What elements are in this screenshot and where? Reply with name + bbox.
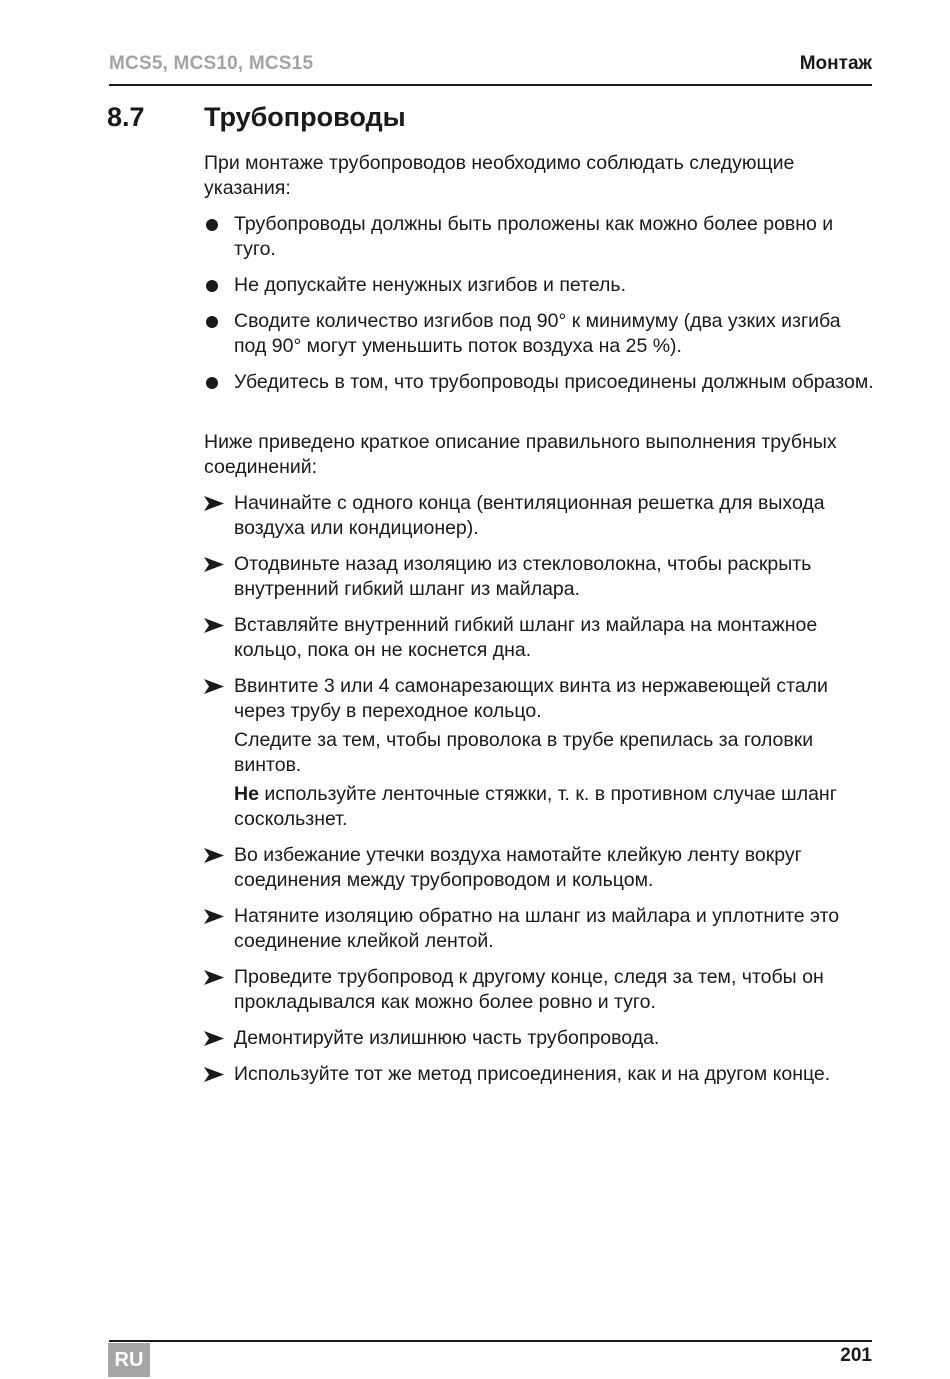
step-warning-note [204, 782, 874, 832]
step-text: Начинайте с одного конца (вентиляционная решетка для выхода воздуха или кондиционер). [234, 492, 825, 539]
step-text: Демонтируйте излишнюю часть трубопровода. [234, 1027, 660, 1049]
warning-emphasis: Не [234, 783, 259, 805]
step-text: Ввинтите 3 или 4 самонарезающих винта из нержавеющей стали через трубу в переходное кольцо. [234, 675, 828, 722]
header-chapter-title: Монтаж [799, 53, 872, 74]
bullet-item [204, 309, 874, 359]
step-item [204, 491, 874, 541]
step-item [204, 843, 874, 893]
arrow-right-icon [204, 909, 224, 924]
header-model-names: MCS5, MCS10, MCS15 [109, 53, 314, 74]
step-item [204, 552, 874, 602]
section-title: Трубопроводы [204, 102, 406, 132]
bullet-item [204, 273, 874, 298]
bullet-dot-icon [206, 316, 218, 328]
arrow-right-icon [204, 496, 224, 511]
bullet-text: Трубопроводы должны быть проложены как можно более ровно и туго. [234, 213, 834, 260]
arrow-right-icon [204, 618, 224, 633]
step-item [204, 1062, 874, 1087]
arrow-right-icon [204, 1031, 224, 1046]
arrow-right-icon [204, 970, 224, 985]
bullet-text: Убедитесь в том, что трубопроводы присоединены должным образом. [234, 371, 874, 393]
step-text: Используйте тот же метод присоединения, как и на другом конце. [234, 1063, 831, 1085]
footer-divider [109, 1340, 872, 1342]
step-text: Натяните изоляцию обратно на шланг из майлара и уплотните это соединение клейкой лентой. [234, 905, 840, 952]
step-item [204, 965, 874, 1015]
warning-text: используйте ленточные стяжки, т. к. в противном случае шланг соскользнет. [234, 783, 837, 830]
arrow-right-icon [204, 679, 224, 694]
bullet-text: Не допускайте ненужных изгибов и петель. [234, 274, 626, 296]
step-item [204, 674, 874, 724]
step-text: Вставляйте внутренний гибкий шланг из майлара на монтажное кольцо, пока он не коснется дна. [234, 614, 818, 661]
step-item [204, 904, 874, 954]
step-item [204, 613, 874, 663]
language-badge: RU [108, 1343, 150, 1377]
page-content [204, 151, 874, 1087]
bullet-item [204, 212, 874, 262]
steps-intro-paragraph: Ниже приведено краткое описание правильного выполнения трубных соединений: [204, 431, 837, 478]
bullet-dot-icon [206, 219, 218, 231]
arrow-right-icon [204, 1067, 224, 1082]
bullet-item [204, 370, 874, 395]
bullet-text: Сводите количество изгибов под 90° к минимуму (два узких изгиба под 90° могут уменьшить поток воздуха на 25 %). [234, 310, 841, 357]
step-item [204, 1026, 874, 1051]
step-text: Проведите трубопровод к другому концe, следя за тем, чтобы он прокладывался как можно более ровно и туго. [234, 966, 824, 1013]
step-note: Следите за тем, чтобы проволока в трубе крепилась за головки винтов. [234, 729, 814, 776]
step-text: Отодвиньте назад изоляцию из стекловолокна, чтобы раскрыть внутренний гибкий шланг из майлара. [234, 553, 812, 600]
page-number: 201 [840, 1345, 872, 1366]
section-number: 8.7 [107, 102, 145, 132]
step-text: Во избежание утечки воздуха намотайте клейкую ленту вокруг соединения между трубопроводом и кольцом. [234, 844, 802, 891]
bullet-dot-icon [206, 280, 218, 292]
intro-paragraph: При монтаже трубопроводов необходимо соблюдать следующие указания: [204, 152, 795, 199]
arrow-right-icon [204, 848, 224, 863]
header-divider [109, 84, 872, 86]
bullet-dot-icon [206, 377, 218, 389]
arrow-right-icon [204, 557, 224, 572]
